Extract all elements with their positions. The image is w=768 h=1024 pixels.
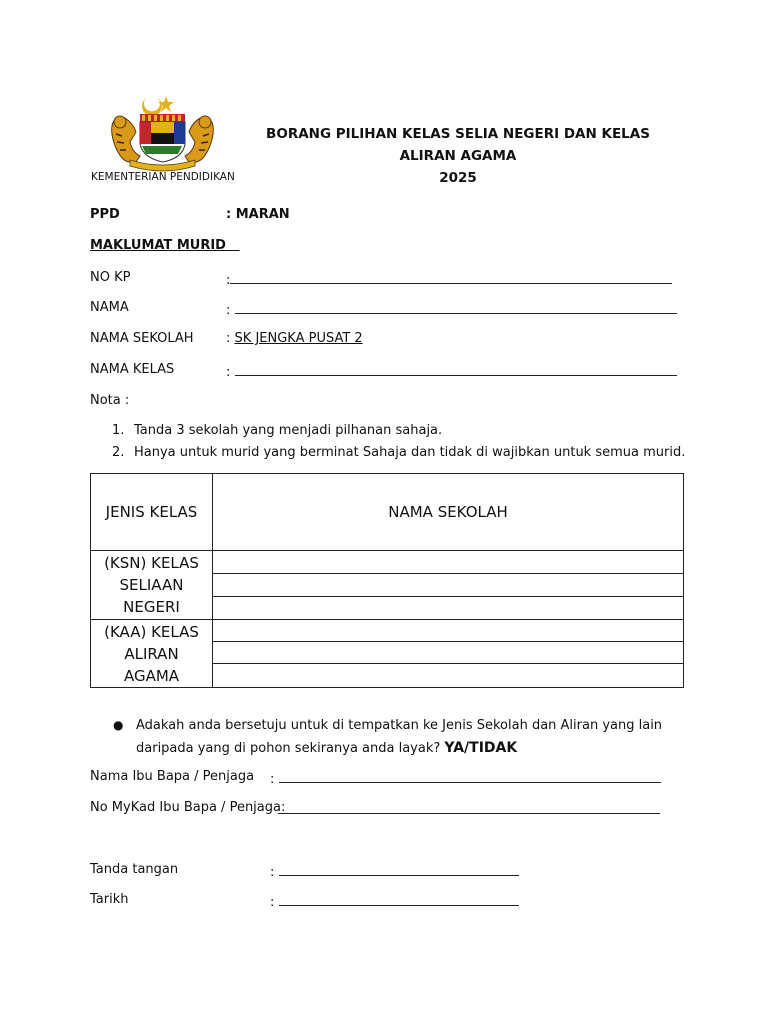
nota-label: Nota : [90,393,130,408]
field-label-nama: NAMA [90,300,129,315]
bullet-icon: ● [113,718,124,732]
parent-name-label: Nama Ibu Bapa / Penjaga [90,769,255,784]
parent-mykad-blank[interactable] [278,800,660,814]
school-choice-table [90,473,684,688]
answer-ya-tidak[interactable]: YA/TIDAK [444,740,518,756]
signature-blank[interactable] [279,862,519,876]
parent-name-field[interactable]: : [270,769,661,787]
nota-item: 1. Tanda 3 sekolah yang menjadi pilhanan sahaja. [112,423,443,438]
field-nama-blank[interactable] [235,300,677,314]
date-label: Tarikh [90,892,129,907]
form-title-year: 2025 [439,170,477,186]
field-label-nama-kelas: NAMA KELAS [90,362,175,377]
field-label-no-kp: NO KP [90,270,131,285]
table-row [91,620,684,642]
field-nama-kelas[interactable]: : [226,362,677,380]
table-header-nama-sekolah: NAMA SEKOLAH [213,474,684,551]
field-nama[interactable]: : [226,300,677,318]
field-nama-sekolah[interactable]: : SK JENGKA PUSAT 2 [226,331,363,346]
question-line1: Adakah anda bersetuju untuk di tempatkan ke Jenis Sekolah dan Aliran yang lain [136,718,663,733]
ppd-value: : MARAN [226,207,290,222]
table-header-row [91,474,684,551]
signature-label: Tanda tangan [90,862,179,877]
table-header-jenis-kelas: JENIS KELAS [91,474,213,551]
school-choice-cell[interactable] [213,574,684,597]
question-line2: daripada yang di pohon sekiranya anda layak? YA/TIDAK [136,740,518,756]
table-row [91,551,684,574]
field-no-kp-blank[interactable] [230,270,672,284]
school-choice-cell[interactable] [213,551,684,574]
school-choice-cell[interactable] [213,597,684,620]
parent-mykad-field[interactable] [278,800,660,818]
nota-list [112,423,685,467]
school-choice-cell[interactable] [213,664,684,688]
ministry-caption: KEMENTERIAN PENDIDIKAN [91,171,235,183]
section-title-maklumat-murid: MAKLUMAT MURID [90,238,226,253]
form-title-line1: BORANG PILIHAN KELAS SELIA NEGERI DAN KELAS ALIRAN AGAMA [266,126,650,164]
school-choice-cell[interactable] [213,642,684,664]
group-ksn: (KSN) KELAS SELIAAN NEGERI [91,551,213,620]
date-field[interactable]: : [270,892,519,910]
signature-field[interactable]: : [270,862,519,880]
field-label-nama-sekolah: NAMA SEKOLAH [90,331,194,346]
nota-item: 2. Hanya untuk murid yang berminat Sahaja dan tidak di wajibkan untuk semua murid. [112,445,686,460]
group-kaa: (KAA) KELAS ALIRAN AGAMA [91,620,213,688]
school-choice-cell[interactable] [213,620,684,642]
form-title [248,123,668,189]
ppd-label: PPD [90,207,120,222]
field-nama-sekolah-value[interactable]: SK JENGKA PUSAT 2 [234,331,363,346]
date-blank[interactable] [279,892,519,906]
field-no-kp[interactable]: : [226,270,672,288]
coat-of-arms-icon [90,94,235,174]
parent-mykad-label: No MyKad Ibu Bapa / Penjaga: [90,800,286,815]
field-nama-kelas-blank[interactable] [235,362,677,376]
parent-name-blank[interactable] [279,769,661,783]
